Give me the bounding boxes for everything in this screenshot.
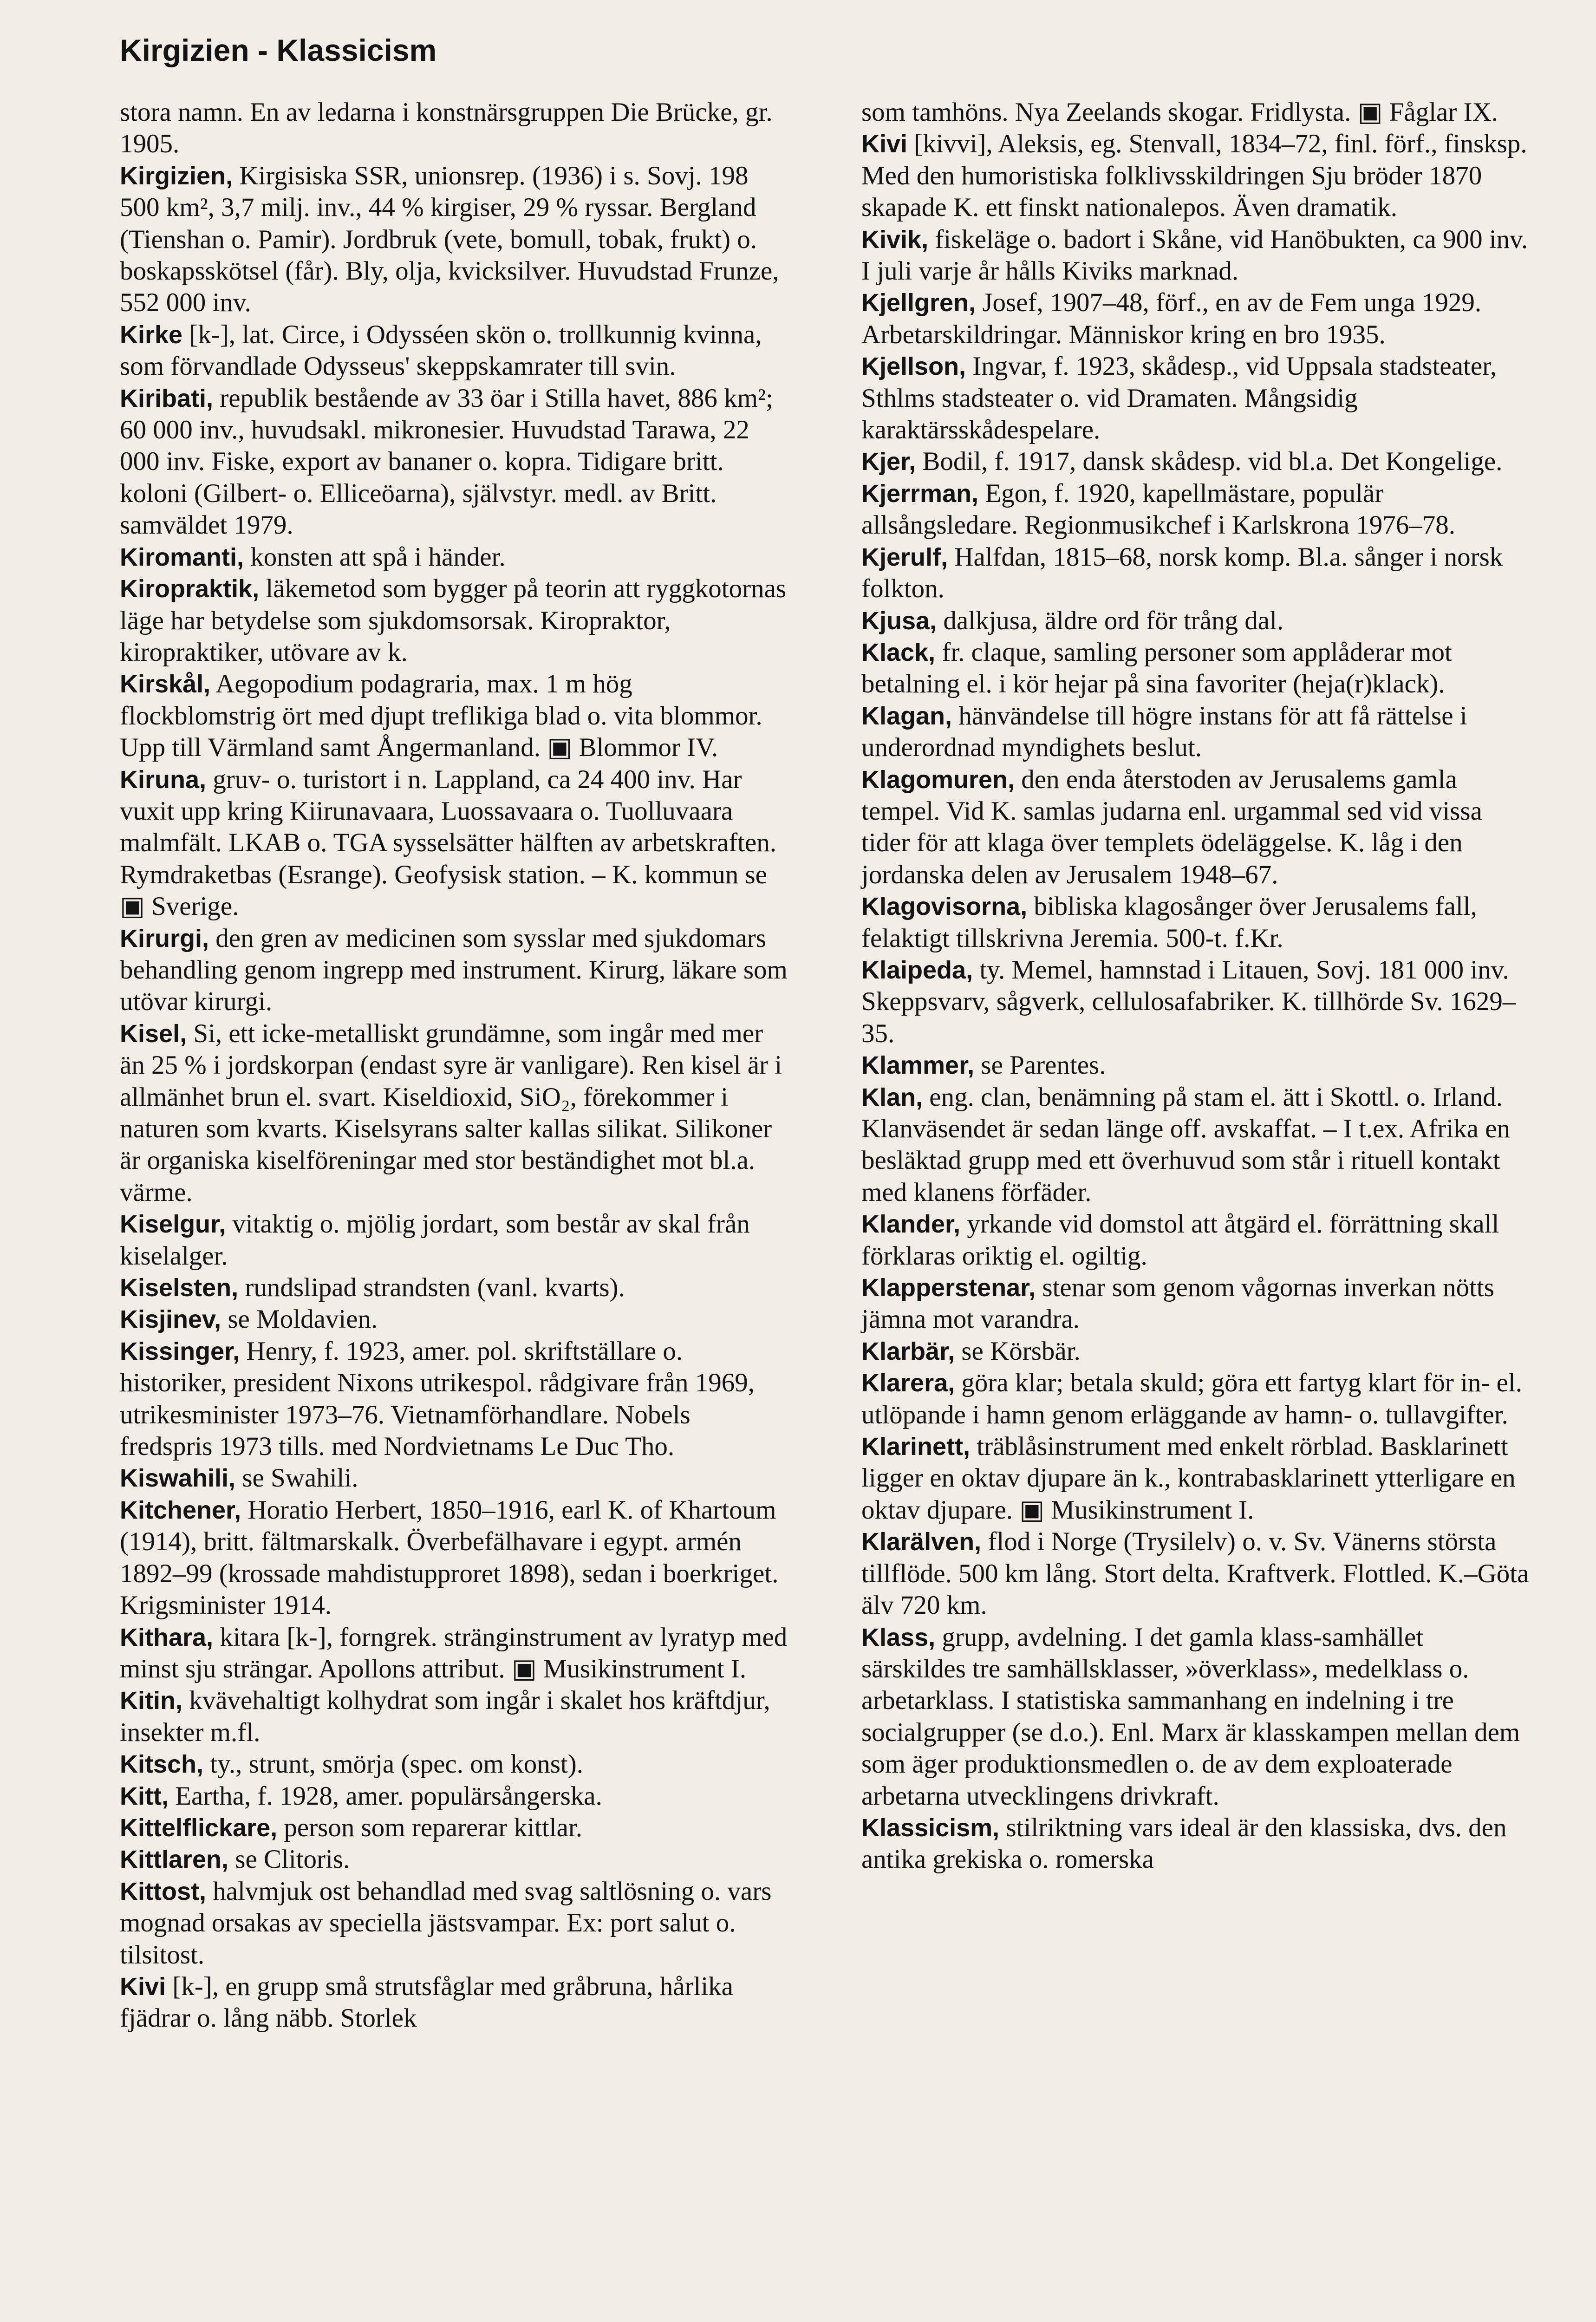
entry-headword: Kiselgur, [120,1210,226,1239]
entry-text: göra klar; betala skuld; göra ett fartyg klart för in- el. utlöpande i hamn genom erläggande av hamn- o. tullavgifter. [861,1368,1523,1429]
entry-text: hänvändelse till högre instans för att få rättelse i underordnad myndighets beslut. [861,701,1467,763]
entry-text: stenar som genom vågornas inverkan nötts jämna mot varandra. [861,1273,1494,1334]
entry-text: kvävehaltigt kolhydrat som ingår i skalet hos kräftdjur, insekter m.fl. [120,1686,770,1747]
entry-text: yrkande vid domstol att åtgärd el. förrättning skall förklaras oriktig el. ogiltig. [861,1209,1499,1271]
entry-headword: Klarinett, [861,1433,971,1461]
entry-headword: Kiruna, [120,765,207,794]
entry-text: bibliska klagosånger över Jerusalems fall, felaktigt tillskrivna Jeremia. 500-t. f.Kr. [861,892,1477,953]
entry-headword: Klaipeda, [861,956,973,984]
entry-text: Aegopodium podagraria, max. 1 m hög flockblomstrig ört med djupt treflikiga blad o. vita blommor. Upp till Värmland samt Ångermanland. ▣ Blommor IV. [120,669,762,763]
dictionary-entry [120,1622,788,1685]
dictionary-entry [861,351,1530,446]
entry-headword: Klass, [861,1623,936,1651]
dictionary-entry [861,1050,1530,1081]
entry-headword: Kivi [861,130,908,158]
entry-text: stora namn. En av ledarna i konstnärsgruppen Die Brücke, gr. 1905. [120,98,773,159]
dictionary-entry [861,605,1530,637]
entry-text: läkemetod som bygger på teorin att ryggkotornas läge har betydelse som sjukdomsorsak. Kiropraktor, kiropraktiker, utövare av k. [120,574,787,667]
right-column [861,97,1530,1876]
entry-headword: Kitsch, [120,1750,204,1779]
dictionary-entry [861,1812,1530,1876]
entry-text: fr. claque, samling personer som applåderar mot betalning el. i kör hejar på sina favoriter (heja(r)klack). [861,637,1452,699]
entry-headword: Klack, [861,638,936,666]
entry-headword: Kitt, [120,1782,169,1810]
entry-text: vitaktig o. mjölig jordart, som består av skal från kiselalger. [120,1209,750,1271]
entry-text: se Parentes. [981,1050,1106,1080]
dictionary-entry [861,1336,1530,1367]
dictionary-entry [861,700,1530,764]
entry-text: flod i Norge (Trysilelv) o. v. Sv. Vänerns största tillflöde. 500 km lång. Stort delta. Kraftverk. Flottled. K.–Göta älv 720 km. [861,1527,1529,1620]
entry-headword: Klarera, [861,1369,955,1397]
dictionary-entry [861,128,1530,223]
entry-text: konsten att spå i händer. [250,542,506,572]
dictionary-entry [120,1844,788,1875]
entry-headword: Klagan, [861,702,952,730]
dictionary-entry [120,923,788,1018]
entry-text: Horatio Herbert, 1850–1916, earl K. of Khartoum (1914), britt. fältmarskalk. Överbefälhavare i egypt. armén 1892–99 (krossade mahdistupproret 1898), sedan i boerkriget. Krigsminister 1914. [120,1495,779,1620]
entry-text: se Körsbär. [961,1336,1081,1366]
entry-text: Eartha, f. 1928, amer. populärsångerska. [175,1781,602,1811]
dictionary-entry [861,478,1530,541]
entry-headword: Klan, [861,1083,923,1111]
entry-text: dalkjusa, äldre ord för trång dal. [943,606,1284,635]
dictionary-entry [861,224,1530,287]
entry-text: ty., strunt, smörja (spec. om konst). [210,1749,584,1779]
entry-headword: Klander, [861,1210,961,1239]
dictionary-entry [120,1876,788,1971]
entry-headword: Kivi [120,1972,166,2001]
entry-headword: Kiropraktik, [120,575,260,603]
entry-headword: Kisjinev, [120,1305,221,1334]
dictionary-entry [120,1462,788,1494]
dictionary-entry [861,891,1530,954]
entry-headword: Kithara, [120,1623,214,1651]
entry-headword: Kirurgi, [120,924,209,952]
entry-headword: Kirskål, [120,670,211,698]
entry-headword: Klapperstenar, [861,1274,1036,1302]
dictionary-entry [861,97,1530,128]
entry-text: gruv- o. turistort i n. Lappland, ca 24 400 inv. Har vuxit upp kring Kiirunavaara, Luossavaara o. Tuolluvaara malmfält. LKAB o. TGA sysselsätter hälften av arbetskraften. Rymdraketbas (Esrange). Geofysisk station. – K. kommun se ▣ Sverige. [120,764,777,921]
entry-headword: Klarbär, [861,1337,955,1365]
entry-headword: Kittost, [120,1877,206,1905]
dictionary-entry [120,1336,788,1463]
entry-headword: Klarälven, [861,1528,982,1556]
entry-text: Si, ett icke-metalliskt grundämne, som ingår med mer än 25 % i jordskorpan (endast syre är vanligare). Ren kisel är i allmänhet brun el. svart. Kiseldioxid, SiO₂, förekommer i naturen som kvarts. Kiselsyrans salter kallas silikat. Silikoner är organiska kiselföreningar med stor beständighet mot bl.a. värme. [120,1018,782,1207]
dictionary-entry [120,1685,788,1748]
entry-text: som tamhöns. Nya Zeelands skogar. Fridlysta. ▣ Fåglar IX. [861,98,1498,127]
entry-headword: Kjerulf, [861,543,948,571]
entry-headword: Kiribati, [120,384,214,412]
entry-headword: Klagomuren, [861,765,1015,794]
entry-headword: Klammer, [861,1051,975,1080]
entry-text: Josef, 1907–48, förf., en av de Fem unga 1929. Arbetarskildringar. Människor kring en bro 1935. [861,288,1482,349]
dictionary-entry [120,1494,788,1622]
entry-text: person som reparerar kittlar. [284,1813,582,1842]
entry-text: eng. clan, benämning på stam el. ätt i Skottl. o. Irland. Klanväsendet är sedan länge off. avskaffat. – I t.ex. Afrika en besläktad grupp med ett överhuvud som står i rituell kontakt med klanens förfäder. [861,1082,1511,1207]
dictionary-entry [120,97,788,160]
entry-headword: Kjellson, [861,352,966,381]
dictionary-entry [861,1208,1530,1272]
entry-headword: Klassicism, [861,1813,1000,1842]
dictionary-entry [120,1208,788,1272]
entry-headword: Kitin, [120,1687,182,1715]
dictionary-entry [861,1367,1530,1431]
entry-headword: Kirgizien, [120,162,233,190]
entry-headword: Kiromanti, [120,543,244,571]
running-head: Kirgizien - Klassicism [120,33,437,67]
entry-text: republik bestående av 33 öar i Stilla havet, 886 km²; 60 000 inv., huvudsakl. mikronesier. Huvudstad Tarawa, 22 000 inv. Fiske, export av bananer o. kopra. Tidigare britt. koloni (Gilbert- o. Elliceöarna), självstyr. medl. av Britt. samväldet 1979. [120,383,773,540]
dictionary-entry [120,541,788,573]
dictionary-entry [120,1781,788,1812]
entry-text: Kirgisiska SSR, unionsrep. (1936) i s. Sovj. 198 500 km², 3,7 milj. inv., 44 % kirgiser, 29 % ryssar. Bergland (Tienshan o. Pamir). Jordbruk (vete, bomull, tobak, frukt) o. boskapsskötsel (får). Bly, olja, kvicksilver. Huvudstad Frunze, 552 000 inv. [120,161,779,318]
entry-text: den enda återstoden av Jerusalems gamla tempel. Vid K. samlas judarna enl. urgammal sed vid vissa tider för att klaga över templets ödeläggelse. K. låg i den jordanska delen av Jerusalem 1948–67. [861,764,1482,889]
entry-headword: Kittelflickare, [120,1813,278,1842]
entry-text: [kivvi], Aleksis, eg. Stenvall, 1834–72, finl. förf., finsksp. Med den humoristiska folklivsskildringen Sju bröder 1870 skapade K. ett finskt nationalepos. Även dramatik. [861,129,1527,222]
entry-text: se Moldavien. [228,1304,378,1334]
entry-text: halvmjuk ost behandlad med svag saltlösning o. vars mognad orsakas av speciella jästsvampar. Ex: port salut o. tilsitost. [120,1876,772,1970]
dictionary-entry [861,764,1530,891]
entry-text: ty. Memel, hamnstad i Litauen, Sovj. 181 000 inv. Skeppsvarv, sågverk, cellulosafabriker. K. tillhörde Sv. 1629–35. [861,955,1516,1048]
entry-text: kitara [k-], forngrek. stränginstrument av lyratyp med minst sju strängar. Apollons attribut. ▣ Musikinstrument I. [120,1622,788,1683]
entry-headword: Kisel, [120,1019,187,1048]
dictionary-entry [120,764,788,923]
dictionary-entry [120,160,788,319]
dictionary-entry [120,668,788,763]
dictionary-entry [861,1272,1530,1336]
entry-text: Egon, f. 1920, kapellmästare, populär allsångsledare. Regionmusikchef i Karlskrona 1976–78. [861,478,1456,540]
entry-text: se Clitoris. [235,1845,350,1874]
entry-headword: Kjer, [861,448,916,476]
entry-headword: Kivik, [861,225,929,254]
entry-text: Halfdan, 1815–68, norsk komp. Bl.a. sånger i norsk folkton. [861,542,1503,604]
entry-text: grupp, avdelning. I det gamla klass-samhället särskildes tre samhällsklasser, »överklass», medelklass o. arbetarklass. I statistiska sammanhang en indelning i tre socialgrupper (se d.o.). Enl. Marx är klasskampen mellan dem som äger produktionsmedlen o. de av dem exploaterade arbetarna utvecklingens drivkraft. [861,1622,1520,1811]
dictionary-entry [861,954,1530,1050]
dictionary-entry [861,287,1530,351]
dictionary-entry [120,1018,788,1208]
entry-text: Henry, f. 1923, amer. pol. skriftställare o. historiker, president Nixons utrikespol. rådgivare från 1969, utrikesminister 1973–76. Vietnamförhandlare. Nobels fredspris 1973 tills. med Nordvietnams Le Duc Tho. [120,1336,755,1461]
dictionary-entry [861,1431,1530,1526]
entry-headword: Kiswahili, [120,1464,236,1493]
entry-headword: Kittlaren, [120,1846,229,1874]
dictionary-entry [120,1971,788,2035]
dictionary-entry [861,541,1530,605]
entry-text: [k-], lat. Circe, i Odysséen skön o. trollkunnig kvinna, som förvandlade Odysseus' skeppskamrater till svin. [120,320,762,381]
dictionary-entry [861,1622,1530,1812]
entry-headword: Kjusa, [861,607,937,635]
dictionary-entry [120,573,788,668]
entry-headword: Kitchener, [120,1496,241,1524]
entry-headword: Kjellgren, [861,289,976,317]
dictionary-entry [120,319,788,383]
entry-headword: Kissinger, [120,1337,240,1365]
dictionary-entry [861,1526,1530,1621]
entry-text: fiskeläge o. badort i Skåne, vid Hanöbukten, ca 900 inv. I juli varje år hålls Kiviks marknad. [861,224,1528,286]
dictionary-entry [861,446,1530,477]
dictionary-entry [120,1272,788,1304]
entry-headword: Kjerrman, [861,479,979,508]
entry-text: se Swahili. [242,1463,358,1493]
entry-text: träblåsinstrument med enkelt rörblad. Basklarinett ligger en oktav djupare än k., kontrabasklarinett ytterligare en oktav djupare. ▣ Musikinstrument I. [861,1432,1516,1525]
entry-text: stilriktning vars ideal är den klassiska, dvs. den antika grekiska o. romerska [861,1813,1507,1874]
entry-text: [k-], en grupp små strutsfåglar med gråbruna, hårlika fjädrar o. lång näbb. Storlek [120,1971,733,2033]
entry-text: Ingvar, f. 1923, skådesp., vid Uppsala stadsteater, Sthlms stadsteater o. vid Dramaten. Mångsidig karaktärsskådespelare. [861,352,1497,445]
dictionary-entry [120,1748,788,1780]
left-column [120,97,788,2035]
entry-headword: Kirke [120,320,183,349]
dictionary-entry [120,1304,788,1335]
dictionary-entry [861,637,1530,700]
entry-text: rundslipad strandsten (vanl. kvarts). [245,1273,625,1303]
dictionary-entry [120,1812,788,1844]
entry-headword: Kiselsten, [120,1274,239,1302]
entry-text: den gren av medicinen som sysslar med sjukdomars behandling genom ingrepp med instrument. Kirurg, läkare som utövar kirurgi. [120,923,788,1017]
dictionary-entry [861,1082,1530,1209]
dictionary-entry [120,383,788,541]
entry-text: Bodil, f. 1917, dansk skådesp. vid bl.a. Det Kongelige. [922,447,1503,476]
entry-headword: Klagovisorna, [861,893,1028,921]
